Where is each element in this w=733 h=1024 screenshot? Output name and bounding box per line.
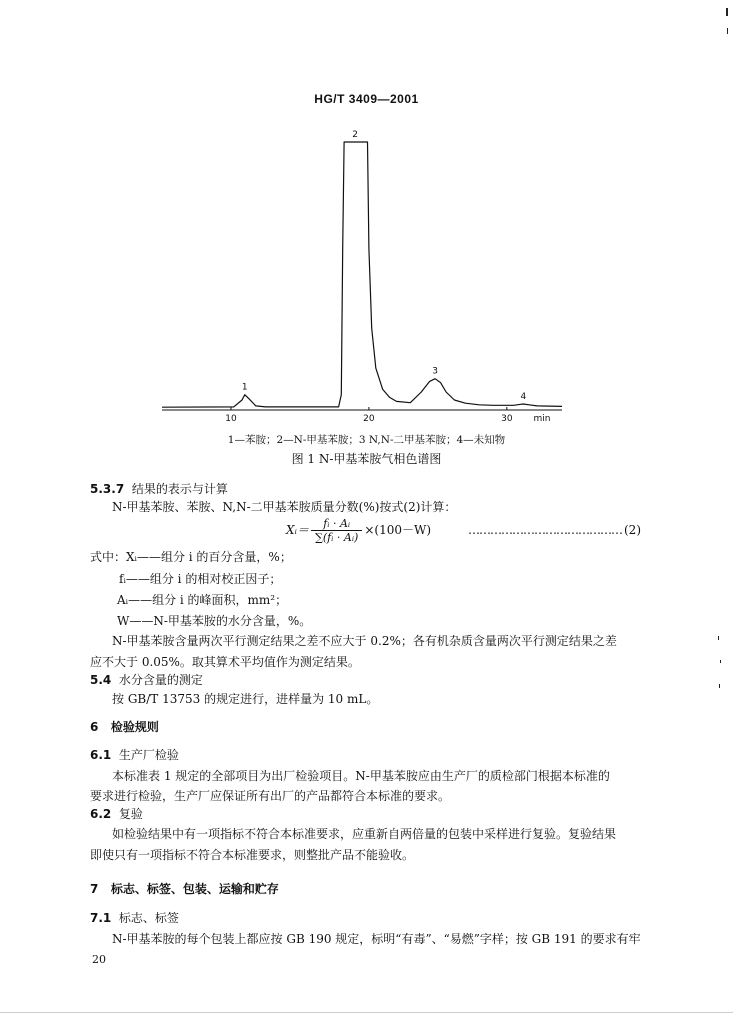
section-title: 生产厂检验 [118, 748, 179, 762]
section-number: 7 [90, 882, 99, 896]
paragraph-line: 本标准表 1 规定的全部项目为出厂检验项目。N-甲基苯胺应由生产厂的质检部门根据本标准的 [112, 769, 610, 783]
section-title: 复验 [118, 807, 143, 821]
formula-denominator: ∑(fᵢ · Aᵢ) [314, 531, 359, 544]
section-6-heading [90, 718, 159, 735]
running-header: HG/T 3409—2001 [314, 92, 419, 106]
figure-title: 图 1 N-甲基苯胺气相色谱图 [291, 452, 442, 466]
formula-intro: N-甲基苯胺、苯胺、N,N-二甲基苯胺质量分数(%)按式(2)计算： [112, 500, 457, 514]
where-line-3: Aᵢ——组分 i 的峰面积，mm²； [117, 593, 288, 607]
formula-numerator: fᵢ · Aᵢ [311, 517, 362, 531]
paragraph-line: N-甲基苯胺含量两次平行测定结果之差不应大于 0.2%；各有机杂质含量两次平行测定结果之差 [112, 634, 617, 648]
section-7-heading [90, 880, 279, 897]
where-line-4: W——N-甲基苯胺的水分含量，%。 [117, 614, 312, 628]
formula-dots: …………………………………… [468, 523, 622, 537]
paragraph-line: 要求进行检验，生产厂应保证所有出厂的产品都符合本标准的要求。 [90, 789, 451, 803]
section-5-3-7-heading [90, 480, 228, 497]
formula-lhs: Xᵢ＝ [286, 523, 309, 537]
scan-artifact [718, 636, 719, 640]
scan-artifact [726, 8, 728, 16]
paragraph-line: 应不大于 0.05%。取其算术平均值作为测定结果。 [90, 655, 360, 669]
paragraph-line: 即使只有一项指标不符合本标准要求，则整批产品不能验收。 [90, 848, 415, 862]
section-number: 6.2 [90, 807, 112, 821]
formula-rhs: ×(100－W) [364, 523, 432, 537]
paragraph-line: 如检验结果中有一项指标不符合本标准要求，应重新自两倍量的包装中采样进行复验。复验结果 [112, 827, 617, 841]
x-tick-label: 30 [501, 414, 513, 424]
formula-2 [286, 517, 431, 544]
chromatogram-chart [150, 130, 570, 430]
peak-label: 4 [520, 392, 527, 403]
where-line-2: fᵢ——组分 i 的相对校正因子； [119, 572, 282, 586]
formula-number: (2) [624, 523, 641, 537]
section-title: 水分含量的测定 [118, 673, 203, 687]
section-title: 检验规则 [110, 720, 159, 734]
page-number: 20 [92, 953, 106, 966]
scan-artifact [727, 28, 728, 34]
section-5-4-body: 按 GB/T 13753 的规定进行，进样量为 10 mL。 [112, 692, 379, 706]
section-number: 7.1 [90, 911, 112, 925]
section-title: 标志、标签 [118, 911, 179, 925]
chromatogram-trace [162, 142, 562, 407]
peak-label: 2 [352, 130, 358, 140]
scan-artifact [719, 684, 720, 688]
where-line-1: 式中：Xᵢ——组分 i 的百分含量，%； [90, 550, 292, 564]
scan-artifact [720, 660, 721, 663]
x-tick-label: 10 [225, 414, 237, 424]
section-6-2-heading [90, 805, 143, 822]
section-title: 结果的表示与计算 [131, 482, 228, 496]
section-number: 5.3.7 [90, 482, 125, 496]
section-title: 标志、标签、包装、运输和贮存 [110, 882, 279, 896]
section-5-4-heading [90, 671, 203, 688]
x-tick-label: 20 [363, 414, 375, 424]
paragraph-line: N-甲基苯胺的每个包装上都应按 GB 190 规定，标明“有毒”、“易燃”字样；按 GB 191 的要求有牢 [112, 932, 641, 946]
peak-label: 1 [241, 382, 248, 393]
formula-fraction [311, 517, 362, 544]
section-number: 6.1 [90, 748, 112, 762]
section-7-1-heading [90, 909, 179, 926]
scan-edge-line [0, 1012, 733, 1013]
figure-legend: 1—苯胺；2—N-甲基苯胺；3 N,N-二甲基苯胺；4—未知物 [227, 434, 506, 446]
peak-label: 3 [432, 366, 438, 377]
section-number: 6 [90, 720, 99, 734]
section-number: 5.4 [90, 673, 112, 687]
x-axis-unit-label: min [533, 414, 551, 424]
section-6-1-heading [90, 746, 179, 763]
